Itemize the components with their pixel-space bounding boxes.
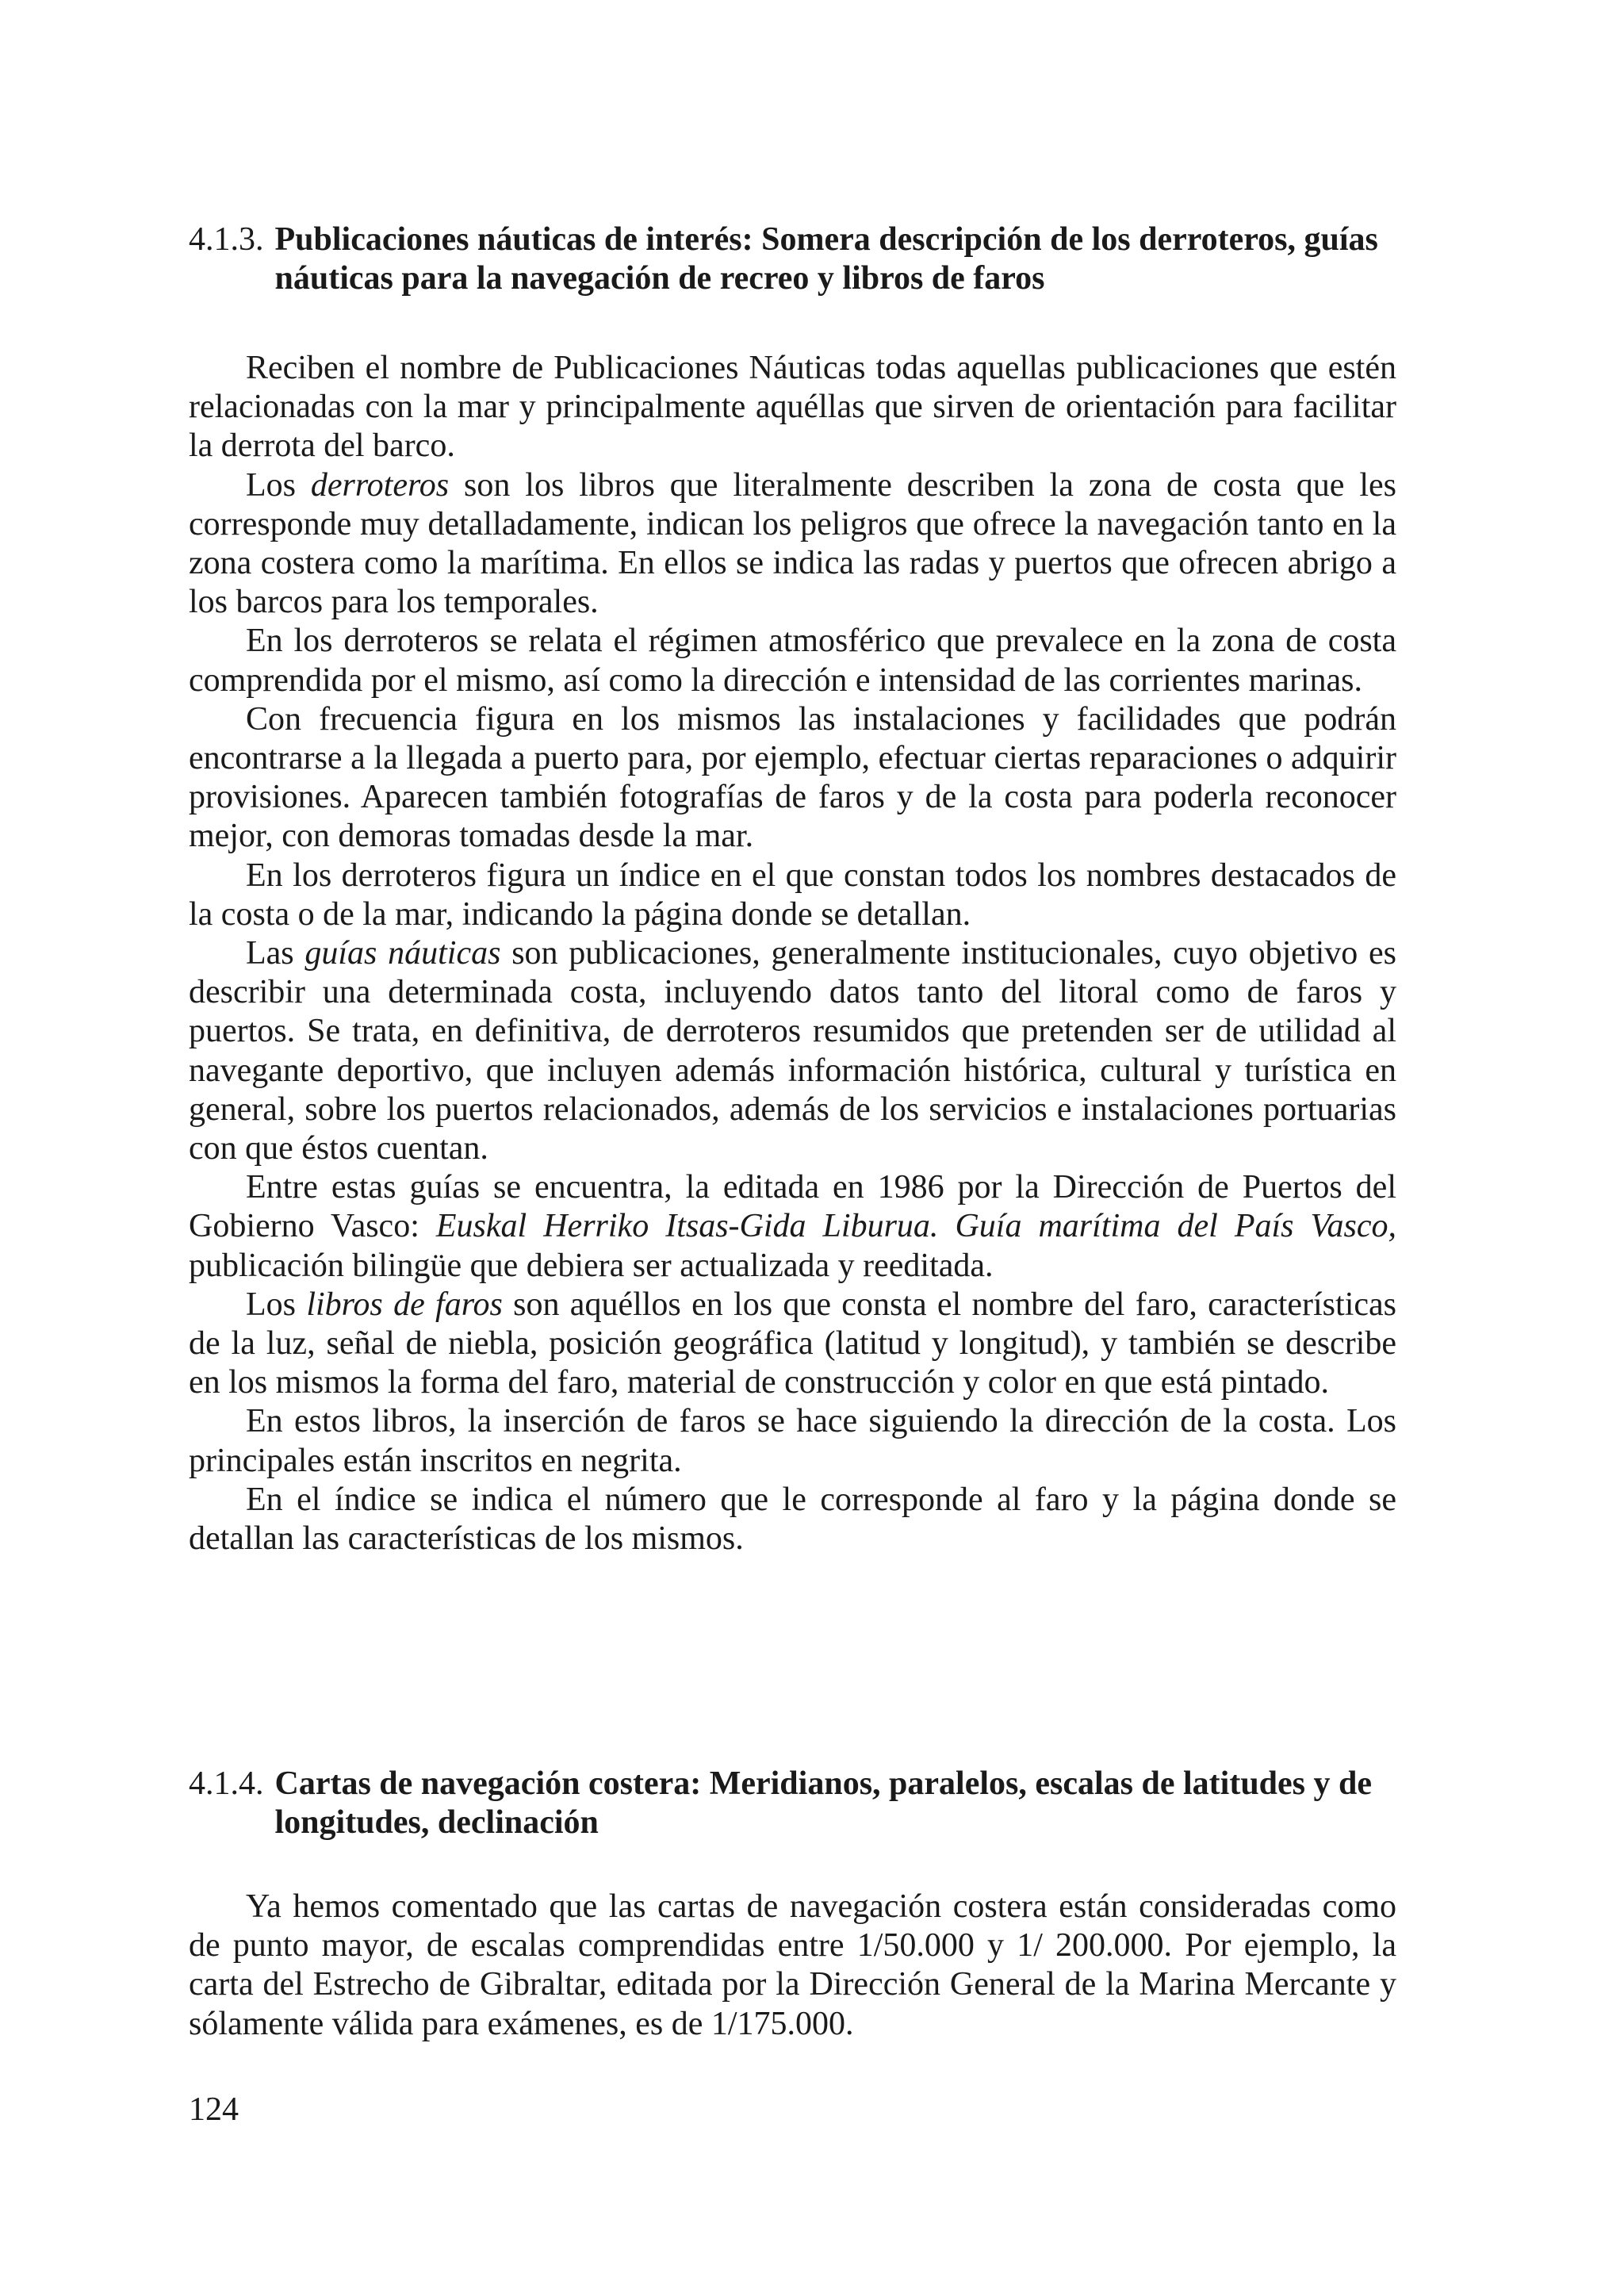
page-number: 124 bbox=[189, 2091, 239, 2128]
paragraph-text: Con frecuencia figura en los mismos las instalaciones y facilidades que podrán encontrarse a la llegada a puerto para, por ejemplo, efectuar ciertas reparaciones o adquirir provisiones. Aparecen también fotografías de faros y de la costa para poderla reconocer mejor, con demoras tomadas desde la mar. bbox=[189, 700, 1396, 855]
paragraph-text: publicación bilingüe que debiera ser actualizada y reeditada. bbox=[189, 1247, 994, 1284]
body-paragraph bbox=[189, 857, 1396, 934]
section-heading-4-1-3 bbox=[189, 220, 1426, 298]
paragraph-text: En los derroteros se relata el régimen atmosférico que prevalece en la zona de costa comprendida por el mismo, así como la dirección e intensidad de las corrientes marinas. bbox=[189, 623, 1396, 699]
paragraph-text: En el índice se indica el número que le corresponde al faro y la página donde se detallan las características de los mismos. bbox=[189, 1481, 1396, 1558]
section-heading-4-1-4 bbox=[189, 1765, 1426, 1842]
section-body bbox=[189, 349, 1396, 1558]
paragraph-text: son publicaciones, generalmente institucionales, cuyo objetivo es describir una determinada costa, incluyendo datos tanto del litoral como de faros y puertos. Se trata, en definitiva, de derroteros resumidos que pretenden ser de utilidad al navegante deportivo, que incluyen además información histórica, cultural y turística en general, sobre los puertos relacionados, además de los servicios e instalaciones portuarias con que éstos cuentan. bbox=[189, 935, 1396, 1167]
italic-term: Euskal Herriko Itsas-Gida Liburua. Guía marítima del País Vasco, bbox=[435, 1208, 1397, 1245]
paragraph-text: Los bbox=[246, 1286, 307, 1323]
section-number: 4.1.3. bbox=[189, 221, 264, 258]
section-title: Publicaciones náuticas de interés: Somera descripción de los derroteros, guías náuticas para la navegación de recreo y libros de faros bbox=[274, 221, 1378, 297]
italic-term: guías náuticas bbox=[304, 935, 501, 972]
body-paragraph bbox=[189, 700, 1396, 857]
paragraph-text: Entre estas guías se encuentra, la editada en 1986 por la Dirección de Puertos del Gobierno Vasco: bbox=[189, 1169, 1396, 1245]
section-number: 4.1.4. bbox=[189, 1765, 264, 1802]
body-paragraph bbox=[189, 622, 1396, 700]
paragraph-text: son aquéllos en los que consta el nombre del faro, características de la luz, señal de niebla, posición geográfica (latitud y longitud), y también se describe en los mismos la forma del faro, material de construcción y color en que está pintado. bbox=[189, 1286, 1396, 1401]
body-paragraph bbox=[189, 1168, 1396, 1286]
section-body bbox=[189, 1888, 1396, 2044]
italic-term: derroteros bbox=[310, 466, 450, 504]
paragraph-text: son los libros que literalmente describen la zona de costa que les corresponde muy detalladamente, indican los peligros que ofrece la navegación tanto en la zona costera como la marítima. En ellos se indica las radas y puertos que ofrecen abrigo a los barcos para los temporales. bbox=[189, 466, 1396, 621]
body-paragraph bbox=[189, 349, 1396, 466]
body-paragraph bbox=[189, 1286, 1396, 1403]
paragraph-text: En estos libros, la inserción de faros se hace siguiendo la dirección de la costa. Los principales están inscritos en negrita. bbox=[189, 1403, 1396, 1479]
body-paragraph bbox=[189, 466, 1396, 623]
section-title: Cartas de navegación costera: Meridianos, paralelos, escalas de latitudes y de longitudes, declinación bbox=[274, 1765, 1373, 1841]
body-paragraph bbox=[189, 1481, 1396, 1558]
paragraph-text: Los bbox=[246, 466, 311, 504]
paragraph-text: Ya hemos comentado que las cartas de navegación costera están consideradas como de punto mayor, de escalas comprendidas entre 1/50.000 y 1/ 200.000. Por ejemplo, la carta del Estrecho de Gibraltar, editada por la Dirección General de la Marina Mercante y sólamente válida para exámenes, es de 1/175.000. bbox=[189, 1888, 1396, 2042]
paragraph-text: Reciben el nombre de Publicaciones Náuticas todas aquellas publicaciones que estén relacionadas con la mar y principalmente aquéllas que sirven de orientación para facilitar la derrota del barco. bbox=[189, 350, 1396, 465]
italic-term: libros de faros bbox=[306, 1286, 503, 1323]
paragraph-text: En los derroteros figura un índice en el que constan todos los nombres destacados de la costa o de la mar, indicando la página donde se detallan. bbox=[189, 857, 1396, 933]
body-paragraph bbox=[189, 1402, 1396, 1480]
body-paragraph bbox=[189, 1888, 1396, 2044]
paragraph-text: Las bbox=[246, 935, 305, 972]
body-paragraph bbox=[189, 934, 1396, 1168]
